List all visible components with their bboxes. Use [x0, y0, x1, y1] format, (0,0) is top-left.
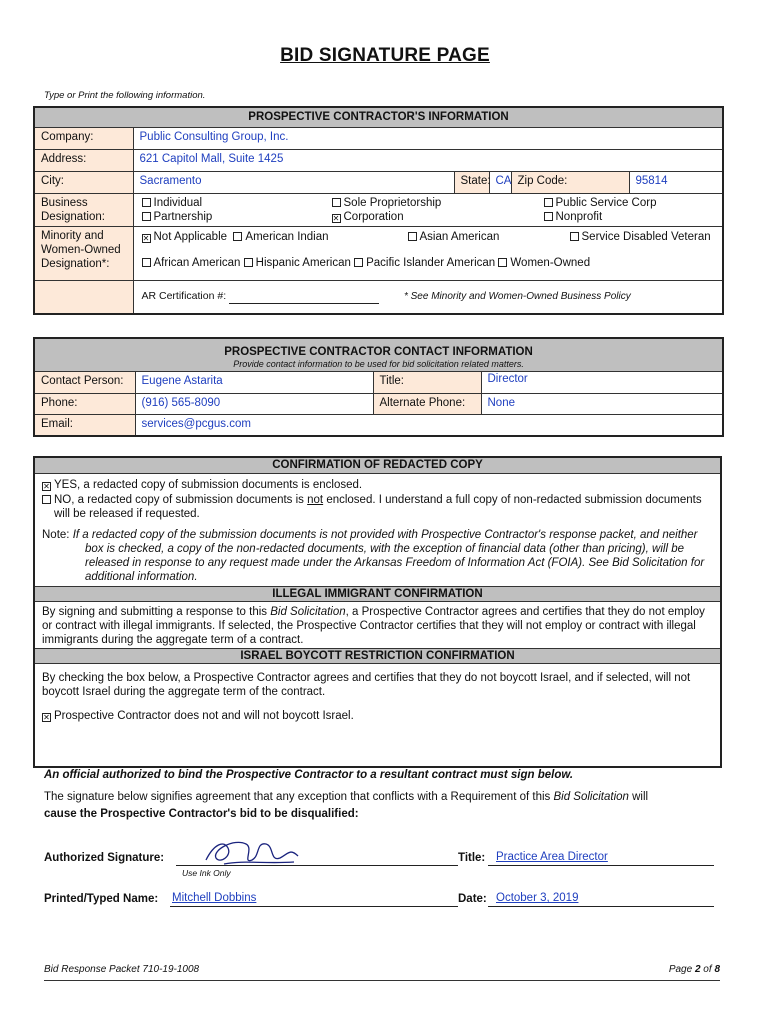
option-asian-american[interactable]: Asian American	[408, 230, 570, 244]
checkbox-individual[interactable]	[142, 198, 151, 207]
option-american-indian[interactable]: American Indian	[233, 231, 328, 243]
ink-note: Use Ink Only	[182, 868, 231, 878]
checkbox-corporation-checked[interactable]: ✕	[332, 213, 340, 223]
contact-person-label: Contact Person:	[34, 372, 135, 394]
checkbox-american-indian[interactable]	[233, 232, 242, 241]
printed-name-value: Mitchell Dobbins	[172, 892, 257, 904]
checkbox-israel-checked[interactable]: ✕	[43, 713, 50, 722]
contractor-info-header: PROSPECTIVE CONTRACTOR'S INFORMATION	[34, 107, 723, 127]
company-label: Company:	[34, 127, 133, 149]
israel-option[interactable]: ✕ Prospective Contractor does not and will not boycott Israel.	[43, 710, 354, 722]
signature-image	[194, 834, 304, 870]
option-hispanic-american[interactable]: Hispanic American	[244, 257, 351, 269]
address-field[interactable]: 621 Capitol Mall, Suite 1425	[133, 149, 723, 171]
redacted-yes-option[interactable]: ✕ YES, a redacted copy of submission documents is enclosed.	[43, 479, 363, 491]
checkbox-sole-proprietorship[interactable]	[332, 198, 341, 207]
option-individual[interactable]: Individual	[142, 196, 332, 210]
option-pacific-islander[interactable]: Pacific Islander American	[354, 257, 495, 269]
contact-info-table	[33, 337, 724, 437]
option-not-applicable[interactable]: ✕ Not Applicable	[142, 230, 228, 243]
printed-name-row	[44, 893, 724, 913]
ar-cert-note: * See Minority and Women-Owned Business Policy	[403, 290, 631, 302]
ar-cert-field[interactable]	[229, 290, 379, 304]
checkbox-women-owned[interactable]	[498, 258, 507, 267]
contractor-info-table	[33, 106, 724, 315]
business-options	[133, 193, 723, 226]
printed-name-label: Printed/Typed Name:	[44, 893, 159, 905]
footer	[44, 964, 720, 975]
email-label: Email:	[34, 415, 135, 436]
checkbox-redacted-no[interactable]	[42, 495, 51, 504]
date-label: Date:	[458, 893, 487, 905]
ar-cert-label: AR Certification #:	[141, 289, 227, 302]
contact-person-field[interactable]: Eugene Astarita	[135, 372, 373, 394]
israel-header: ISRAEL BOYCOTT RESTRICTION CONFIRMATION	[35, 648, 720, 664]
sig-title-label: Title:	[458, 852, 486, 864]
signature-area	[44, 769, 724, 823]
footer-packet-id: Bid Response Packet 710-19-1008	[44, 964, 200, 975]
auth-sig-label: Authorized Signature:	[44, 852, 165, 864]
illegal-immigrant-header: ILLEGAL IMMIGRANT CONFIRMATION	[35, 586, 720, 602]
option-partnership[interactable]: Partnership	[142, 210, 332, 224]
option-sole-proprietorship[interactable]: Sole Proprietorship	[332, 196, 544, 210]
alt-phone-field[interactable]: None	[481, 394, 723, 415]
phone-label: Phone:	[34, 394, 135, 415]
date-value: October 3, 2019	[496, 892, 579, 904]
checkbox-redacted-yes-checked[interactable]: ✕	[43, 482, 50, 491]
city-field[interactable]: Sacramento	[133, 171, 454, 193]
contact-info-header: PROSPECTIVE CONTRACTOR CONTACT INFORMATION Provide contact information to be used for bid solicitation related matters.	[34, 338, 723, 372]
zip-field[interactable]: 95814	[629, 171, 723, 193]
option-nonprofit[interactable]: Nonprofit	[544, 210, 657, 224]
phone-field[interactable]: (916) 565-8090	[135, 394, 373, 415]
footer-divider	[44, 980, 720, 981]
illegal-immigrant-text: By signing and submitting a response to this Bid Solicitation, a Prospective Contractor agrees and certifies that they do not employ or contract with illegal immigrants. If selected, the Prospective Contractor certifies that they will not employ or contract with illegal immigrants during the aggregate term of a contract.	[42, 606, 705, 646]
israel-text: By checking the box below, a Prospective Contractor agrees and certifies that they do not boycott Israel, and if selected, will not boycott Israel during the aggregate term of the contract.	[42, 672, 691, 698]
email-field[interactable]: services@pcgus.com	[135, 415, 723, 436]
state-field[interactable]: CA	[489, 171, 511, 193]
option-public-service-corp[interactable]: Public Service Corp	[544, 196, 657, 210]
authorized-signature-row	[44, 842, 724, 882]
contact-info-subheader: Provide contact information to be used for bid solicitation related matters.	[233, 359, 524, 369]
minority-label: Minority and Women-Owned Designation*:	[34, 226, 133, 280]
agreement-text: The signature below signifies agreement that any exception that conflicts with a Requirement of this Bid Solicitation will cause the Prospective Contractor's bid to be disqualified:	[44, 791, 649, 820]
state-label: State:	[454, 171, 489, 193]
checkbox-service-disabled-veteran[interactable]	[570, 232, 579, 241]
option-corporation[interactable]: ✕ Corporation	[332, 210, 404, 223]
checkbox-nonprofit[interactable]	[544, 212, 553, 221]
contact-title-field[interactable]: Director	[481, 372, 723, 394]
option-service-disabled-veteran[interactable]: Service Disabled Veteran	[570, 230, 711, 244]
city-label: City:	[34, 171, 133, 193]
footer-page-number: Page 2 of 8	[668, 964, 720, 975]
sig-title-value: Practice Area Director	[496, 851, 608, 863]
confirmation-sections	[33, 456, 722, 768]
minority-options	[133, 226, 723, 280]
authorized-note: An official authorized to bind the Prospective Contractor to a resultant contract must sign below.	[44, 769, 574, 781]
checkbox-hispanic-american[interactable]	[244, 258, 253, 267]
checkbox-partnership[interactable]	[142, 212, 151, 221]
checkbox-not-applicable-checked[interactable]: ✕	[142, 233, 150, 243]
page-title: BID SIGNATURE PAGE	[280, 45, 490, 66]
checkbox-african-american[interactable]	[142, 258, 151, 267]
zip-label: Zip Code:	[511, 171, 629, 193]
checkbox-public-service-corp[interactable]	[544, 198, 553, 207]
alt-phone-label: Alternate Phone:	[373, 394, 481, 415]
option-african-american[interactable]: African American	[142, 257, 241, 269]
contact-title-label: Title:	[373, 372, 481, 394]
ar-cert-row	[133, 280, 723, 314]
checkbox-pacific-islander[interactable]	[354, 258, 363, 267]
business-label: Business Designation:	[34, 193, 133, 226]
redacted-note: Note: If a redacted copy of the submission documents is not provided with Prospective Contractor's response packet, and neither box is checked, a copy of the non-redacted documents, with the exception of financial data (other than pricing), will be released in response to any request made under the Arkansas Freedom of Information Act (FOIA). See Bid Solicitation for additional information.	[42, 529, 705, 583]
address-label: Address:	[34, 149, 133, 171]
redacted-no-option[interactable]: NO, a redacted copy of submission documents is not enclosed. I understand a full copy of non-redacted submission documents will be released if requested.	[35, 492, 720, 523]
option-women-owned[interactable]: Women-Owned	[498, 257, 590, 269]
redacted-header: CONFIRMATION OF REDACTED COPY	[35, 458, 720, 474]
company-field[interactable]: Public Consulting Group, Inc.	[133, 127, 723, 149]
checkbox-asian-american[interactable]	[408, 232, 417, 241]
instruction-text: Type or Print the following information.	[44, 90, 206, 101]
